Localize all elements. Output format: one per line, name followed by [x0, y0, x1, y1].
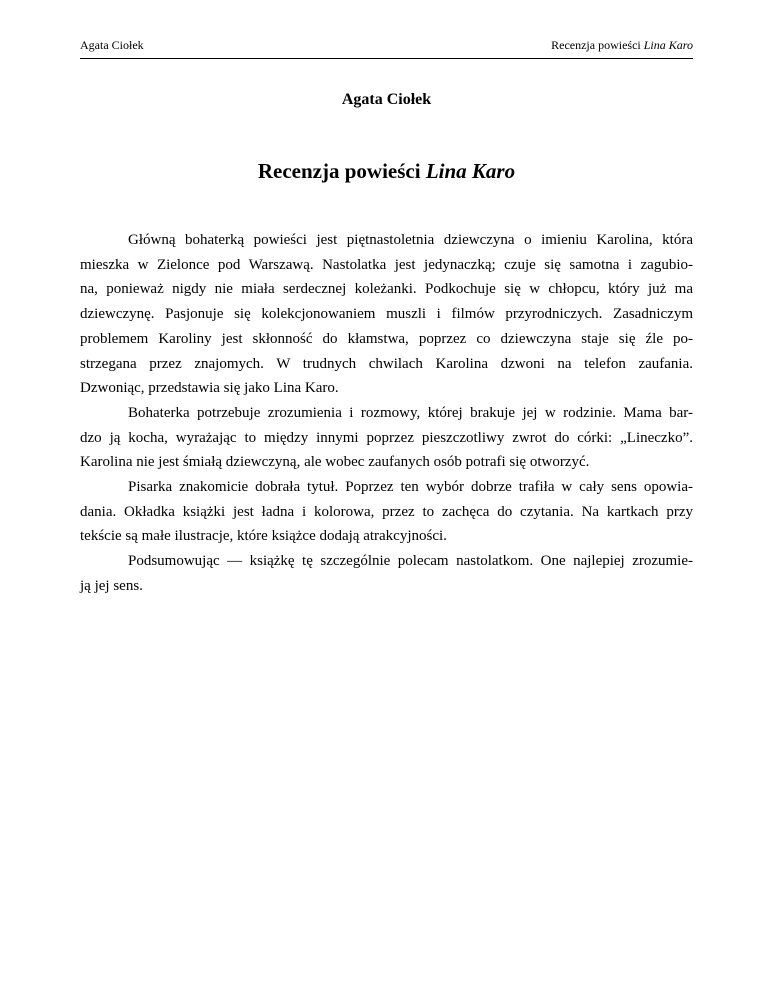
paragraph-4	[80, 549, 693, 598]
paragraph-line: dzo ją kocha, wyrażając to między innymi poprzez pieszczotliwy zwrot do córki: „Lineczko”.	[80, 429, 693, 446]
paragraph-line: dziewczynę. Pasjonuje się kolekcjonowaniem muszli i filmów przyrodniczych. Zasadniczym	[80, 306, 693, 323]
running-header	[80, 38, 693, 59]
paragraph-3	[80, 475, 693, 549]
header-title	[551, 38, 693, 52]
paragraph-1	[80, 228, 693, 401]
title-prefix: Recenzja powieści	[257, 159, 426, 183]
paragraph-line: problemem Karoliny jest skłonność do kłamstwa, poprzez co dziewczyna staje się źle po-	[80, 330, 693, 347]
author-name: Agata Ciołek	[341, 91, 432, 108]
paragraph-2	[80, 401, 693, 475]
paragraph-line: tekście są małe ilustracje, które książce dodają atrakcyjności.	[80, 528, 447, 545]
header-title-prefix: Recenzja powieści	[551, 38, 644, 52]
title-italic: Lina Karo	[425, 159, 516, 183]
paragraph-line: Dzwoniąc, przedstawia się jako Lina Karo.	[80, 380, 339, 397]
document-title	[80, 158, 693, 184]
header-author: Agata Ciołek	[80, 38, 144, 52]
header-title-italic: Lina Karo	[643, 38, 693, 52]
paragraph-line: ją jej sens.	[80, 577, 143, 594]
paragraph-line: Pisarka znakomicie dobrała tytuł. Poprzez ten wybór dobrze trafiła w cały sens opowia-	[128, 479, 693, 496]
body-text	[80, 228, 693, 599]
paragraph-line: Karolina nie jest śmiałą dziewczyną, ale wobec zaufanych osób potrafi się otworzyć.	[80, 454, 590, 471]
paragraph-line: Podsumowując — książkę tę szczególnie polecam nastolatkom. One najlepiej zrozumie-	[128, 553, 693, 570]
paragraph-line: mieszka w Zielonce pod Warszawą. Nastolatka jest jedynaczką; czuje się samotna i zagubio-	[80, 256, 693, 273]
paragraph-line: Bohaterka potrzebuje zrozumienia i rozmowy, której brakuje jej w rodzinie. Mama bar-	[128, 404, 693, 421]
paragraph-line: strzegana przez znajomych. W trudnych chwilach Karolina dzwoni na telefon zaufania.	[80, 355, 693, 372]
paragraph-line: na, ponieważ nigdy nie miała serdecznej koleżanki. Podkochuje się w chłopcu, który już ma	[80, 281, 693, 298]
paragraph-line: Główną bohaterką powieści jest piętnastoletnia dziewczyna o imieniu Karolina, która	[128, 232, 693, 248]
paragraph-line: dania. Okładka książki jest ładna i kolorowa, przez to zachęca do czytania. Na kartkach przy	[80, 503, 693, 520]
